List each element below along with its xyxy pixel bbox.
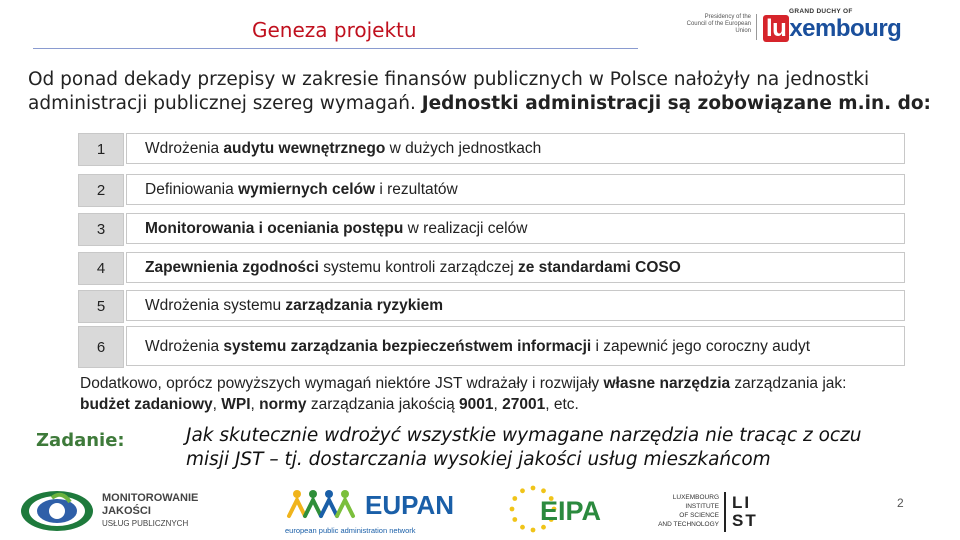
lu-mark: lu: [763, 15, 789, 42]
requirement-text: Definiowania wymiernych celów i rezultatów: [126, 174, 905, 205]
eye-leaf-icon: [18, 488, 96, 534]
people-chain-icon: [283, 486, 361, 520]
requirement-number: 3: [78, 213, 124, 246]
list-line2: INSTITUTE: [685, 503, 719, 510]
additional-paragraph: Dodatkowo, oprócz powyższych wymagań niektóre JST wdrażały i rozwijały własne narzędzia zarządzania jak: budżet zadaniowy, WPI, normy zarządzania jakością 9001, 27001, etc.: [80, 375, 847, 413]
eupan-subtitle: european public administration network: [285, 526, 416, 535]
requirement-number: 5: [78, 290, 124, 323]
task-label: Zadanie:: [36, 430, 125, 451]
requirement-row: [78, 290, 905, 321]
eupan-wordmark: EUPAN: [365, 490, 455, 520]
requirement-text: Wdrożenia systemu zarządzania bezpieczeństwem informacji i zapewnić jego coroczny audyt: [126, 326, 905, 366]
intro-paragraph: [28, 68, 948, 116]
mj-line1: MONITOROWANIE: [102, 492, 199, 504]
requirement-row: [78, 133, 905, 164]
eipa-logo: [508, 484, 618, 536]
mj-line2: JAKOŚCI: [102, 505, 151, 517]
requirement-number: 2: [78, 174, 124, 207]
list-mark: LI ST: [732, 493, 758, 530]
eupan-logo: [283, 484, 473, 538]
requirement-row: [78, 174, 905, 205]
eipa-wordmark: EIPA: [540, 496, 602, 526]
list-line3: OF SCIENCE: [679, 512, 719, 519]
list-line4: AND TECHNOLOGY: [658, 521, 719, 528]
page-title: Geneza projektu: [252, 18, 417, 42]
luxembourg-presidency-logo: [683, 8, 943, 46]
requirement-number: 6: [78, 326, 124, 368]
requirement-number: 4: [78, 252, 124, 285]
page-number: 2: [897, 496, 904, 510]
intro-text: Od ponad dekady przepisy w zakresie finansów publicznych w Polsce nałożyły na jednostki administracji publicznej szereg wymagań.: [28, 69, 870, 114]
task-text: Jak skutecznie wdrożyć wszystkie wymagane narzędzia nie tracąc z oczu misji JST – tj. dostarczania wysokiej jakości usług mieszkańcom: [186, 425, 862, 470]
requirement-text: Zapewnienia zgodności systemu kontroli zarządczej ze standardami COSO: [126, 252, 905, 283]
list-line1: LUXEMBOURG: [672, 494, 719, 501]
requirement-text: Wdrożenia systemu zarządzania ryzykiem: [126, 290, 905, 321]
requirement-row: [78, 326, 905, 366]
requirement-text: Wdrożenia audytu wewnętrznego w dużych jednostkach: [126, 133, 905, 164]
grand-duchy-text: GRAND DUCHY OF: [789, 8, 853, 15]
intro-bold-text: Jednostki administracji są zobowiązane m.in. do:: [421, 93, 931, 114]
list-logo: [652, 490, 787, 536]
logo-separator: [756, 14, 757, 40]
requirement-row: [78, 213, 905, 244]
presidency-text: Presidency of the Council of the European Union: [686, 14, 751, 34]
xembourg-mark: xembourg: [789, 15, 902, 42]
requirement-number: 1: [78, 133, 124, 166]
title-underline: [33, 48, 638, 49]
requirement-row: [78, 252, 905, 283]
requirement-text: Monitorowania i oceniania postępu w realizacji celów: [126, 213, 905, 244]
monitorowanie-jakosci-logo: [18, 488, 248, 536]
list-separator: [724, 492, 726, 532]
mj-line3: USŁUG PUBLICZNYCH: [102, 519, 189, 528]
luxembourg-wordmark: [763, 15, 901, 43]
